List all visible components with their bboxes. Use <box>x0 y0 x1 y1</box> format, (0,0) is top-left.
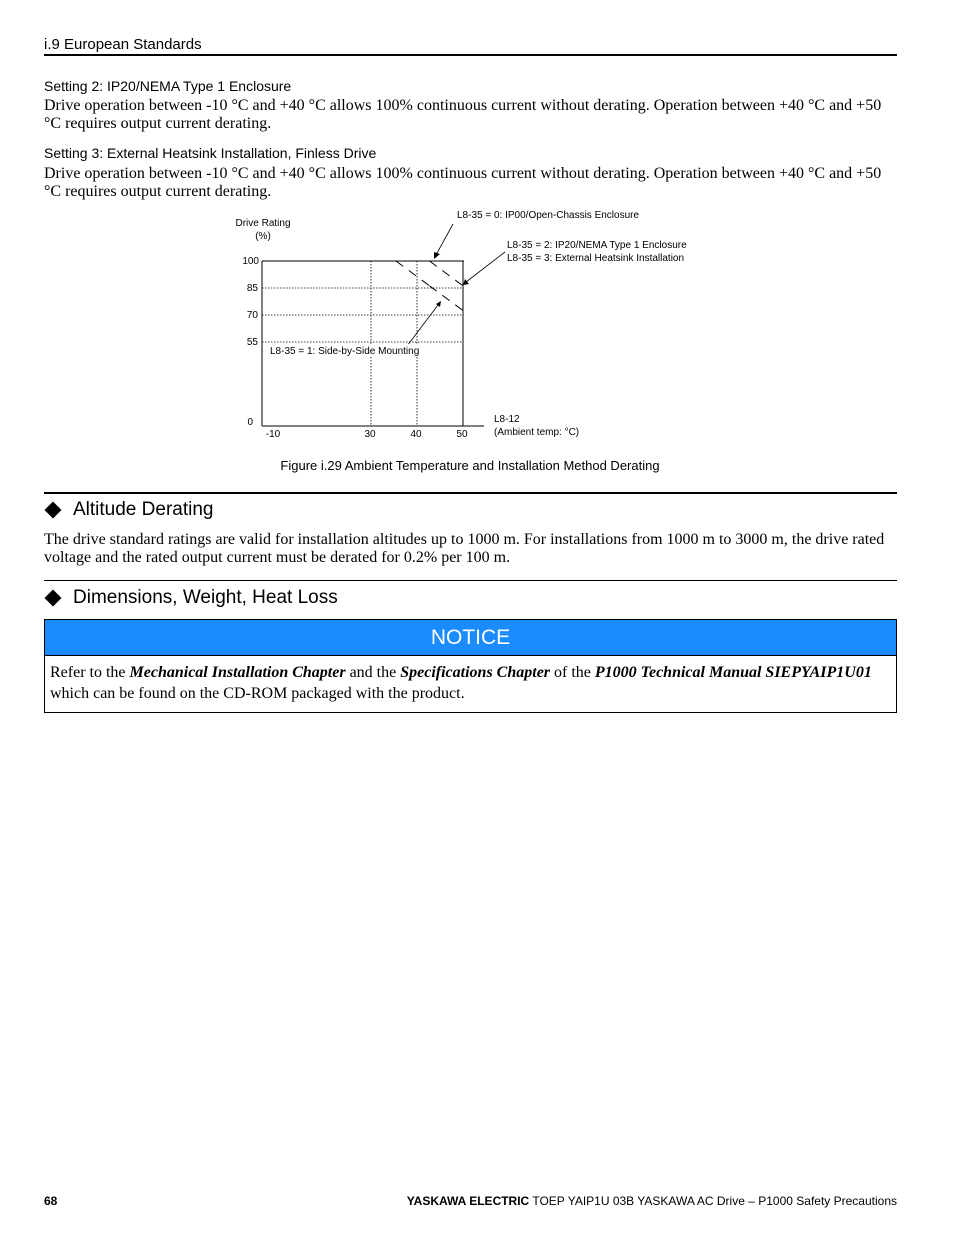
curve-side-by-side <box>396 261 430 286</box>
x-axis-label-line2: (Ambient temp: °C) <box>494 427 580 438</box>
footer-brand: YASKAWA ELECTRIC <box>406 1194 530 1208</box>
notice-ref-specifications: Specifications Chapter <box>400 664 551 681</box>
footer-doc-info <box>407 1194 897 1208</box>
notice-title: NOTICE <box>45 620 896 656</box>
leader-side <box>404 305 438 350</box>
notice-text-2: and the <box>345 664 401 681</box>
altitude-text: The drive standard ratings are valid for installation altitudes up to 1000 m. For installations from 1000 m to 3000 m, the drive rated voltage and the rated output current must be derated for 0.2% per 100 m. <box>44 531 885 566</box>
page-number: 68 <box>44 1194 58 1208</box>
y-axis-label-line1: Drive Rating <box>235 218 291 229</box>
footer-doc: TOEP YAIP1U 03B YASKAWA AC Drive – P1000 Safety Precautions <box>529 1194 897 1208</box>
curve-ip20 <box>430 261 464 286</box>
y-tick-0: 0 <box>247 417 253 428</box>
notice-ref-mechanical: Mechanical Installation Chapter <box>129 664 346 681</box>
notice-text-4: which can be found on the CD-ROM packaged with the product. <box>50 685 465 702</box>
setting2-heading: Setting 2: IP20/NEMA Type 1 Enclosure <box>44 78 292 94</box>
section-title: i.9 European Standards <box>44 36 202 53</box>
altitude-heading-text: Altitude Derating <box>73 499 214 520</box>
leader-ip20 <box>466 252 505 282</box>
notice-ref-manual: P1000 Technical Manual SIEPYAIP1U01 <box>594 664 872 681</box>
y-tick-100: 100 <box>242 256 259 267</box>
x-tick-40: 40 <box>410 429 422 440</box>
notice-text-3: of the <box>550 664 595 681</box>
diamond-icon <box>45 590 62 607</box>
altitude-heading <box>44 499 213 521</box>
x-axis-label-line1: L8-12 <box>494 414 520 425</box>
derating-chart <box>0 0 954 480</box>
label-side: L8-35 = 1: Side-by-Side Mounting <box>270 346 420 357</box>
dimensions-heading-text: Dimensions, Weight, Heat Loss <box>73 587 338 608</box>
diamond-icon <box>45 502 62 519</box>
altitude-rule <box>44 492 897 494</box>
label-ip20: L8-35 = 2: IP20/NEMA Type 1 Enclosure <box>507 240 687 251</box>
label-ip00: L8-35 = 0: IP00/Open-Chassis Enclosure <box>457 210 640 221</box>
y-tick-70: 70 <box>246 310 258 321</box>
notice-body <box>45 656 896 712</box>
y-axis-label-line2: (%) <box>255 231 271 242</box>
label-heatsink: L8-35 = 3: External Heatsink Installation <box>507 253 685 264</box>
notice-box <box>44 619 897 713</box>
y-tick-55: 55 <box>246 337 258 348</box>
dimensions-heading <box>44 587 338 609</box>
setting3-text: Drive operation between -10 °C and +40 °C allows 100% continuous current without derating. Operation between +40 °C and +50 °C requires output current derating. <box>44 165 882 200</box>
setting2-text: Drive operation between -10 °C and +40 °C allows 100% continuous current without derating. Operation between +40 °C and +50 °C requires output current derating. <box>44 97 882 132</box>
dimensions-rule <box>44 580 897 581</box>
x-tick-50: 50 <box>456 429 468 440</box>
leader-ip00 <box>436 224 453 255</box>
x-tick-neg10: -10 <box>265 429 281 440</box>
setting3-heading: Setting 3: External Heatsink Installation, Finless Drive <box>44 145 377 161</box>
figure-caption: Figure i.29 Ambient Temperature and Installation Method Derating <box>280 458 660 473</box>
x-tick-30: 30 <box>364 429 376 440</box>
leader-ip00-arrowhead <box>434 252 440 259</box>
notice-text-1: Refer to the <box>50 664 130 681</box>
curve-heatsink <box>430 286 464 311</box>
y-tick-85: 85 <box>246 283 258 294</box>
